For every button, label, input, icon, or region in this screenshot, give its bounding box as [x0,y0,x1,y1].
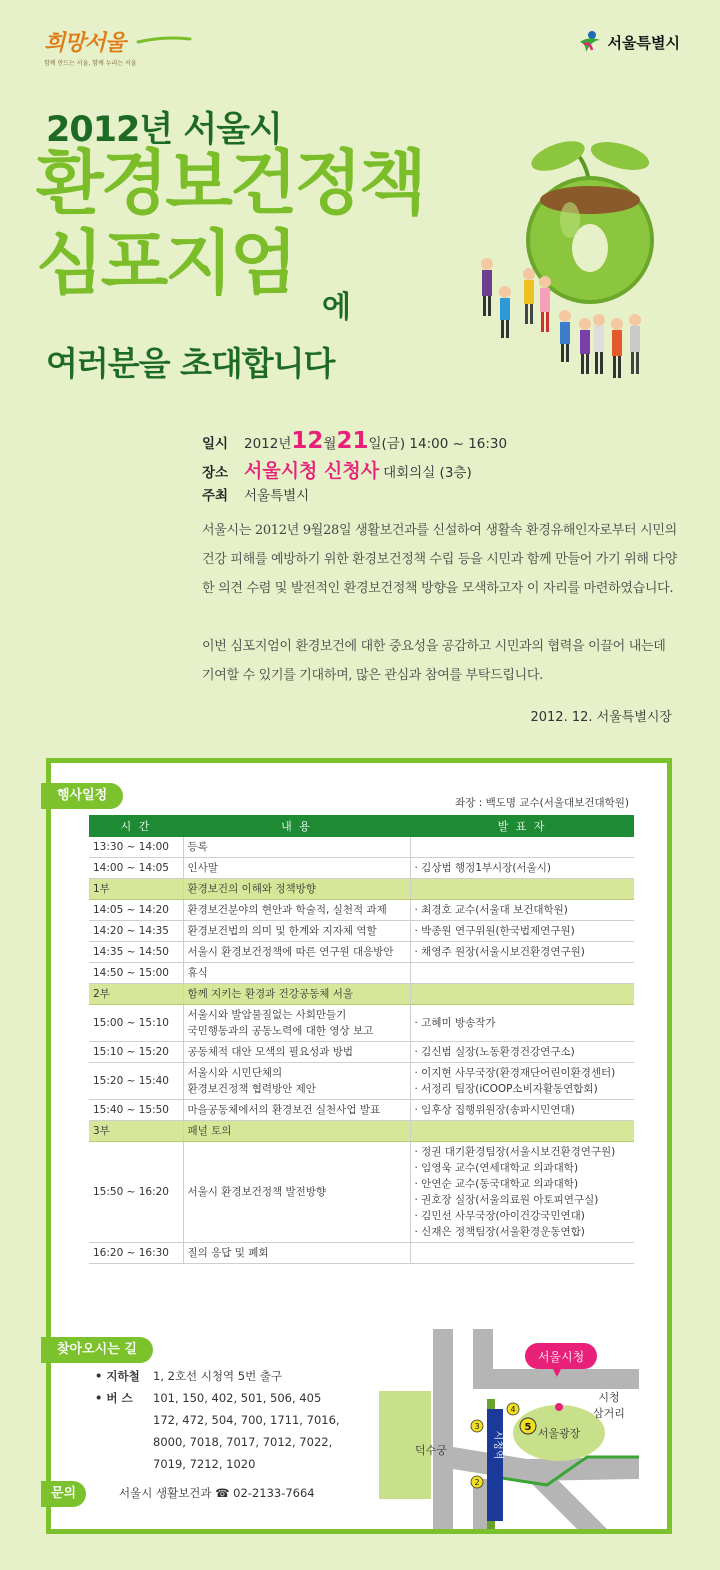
schedule-part-row [89,879,634,900]
schedule-row [89,858,634,879]
schedule-speaker-line: · 김신범 실장(노동환경건강연구소) [414,1046,575,1058]
schedule-content-cell [183,837,410,858]
schedule-content-cell [183,900,410,921]
schedule-time-cell: 2부 [89,984,183,1005]
seoul-city-emblem-icon [576,30,604,54]
schedule-content-cell [183,1042,410,1063]
bus-line: 101, 150, 402, 501, 506, 405 [153,1391,322,1405]
schedule-content-line: 환경보건정책 협력방안 제안 [187,1083,316,1095]
schedule-speaker-line: · 신재은 정책팀장(서울환경운동연합) [414,1226,585,1238]
schedule-speaker-line: · 서정리 팀장(iCOOP소비자활동연합회) [414,1083,598,1095]
schedule-speaker-line: · 박종원 연구위원(한국법제연구원) [414,925,575,937]
map-exit-3: 3 [474,1422,480,1431]
schedule-chair: 좌장 : 백도명 교수(서울대보건대학원) [455,797,629,809]
location-map [377,1329,639,1529]
event-date-label: 일시 [202,436,229,452]
schedule-header-time: 시 간 [89,815,183,837]
schedule-row [89,942,634,963]
schedule-time-cell: 15:10 ~ 15:20 [89,1042,183,1063]
schedule-speaker-line: · 임후상 집행위원장(송파시민연대) [414,1104,575,1116]
directions-section-tag: 찾아오시는 길 [41,1337,153,1363]
schedule-content-cell [183,879,410,900]
schedule-content-cell [183,963,410,984]
map-palace-label: 덕수궁 [415,1444,447,1457]
schedule-content-line: 환경보건법의 의미 및 한계와 지자체 역할 [187,925,377,937]
schedule-row [89,963,634,984]
schedule-speaker-line: · 김상범 행정1부시장(서울시) [414,862,551,874]
schedule-speaker-cell [410,858,634,879]
schedule-time-cell: 14:00 ~ 14:05 [89,858,183,879]
map-exit-4: 4 [510,1405,516,1414]
map-exit-2: 2 [474,1478,480,1487]
schedule-content-line: 서울시와 발암물질없는 사회만들기 [187,1009,347,1021]
bus-row [95,1387,340,1475]
schedule-content-line: 등록 [187,841,208,853]
schedule-speaker-cell [410,963,634,984]
schedule-time-cell: 15:40 ~ 15:50 [89,1100,183,1121]
schedule-speaker-line: · 김민선 사무국장(아이건강국민연대) [414,1210,585,1222]
subway-value: 1, 2호선 시청역 5번 출구 [153,1369,283,1383]
schedule-row [89,1063,634,1100]
contact-value: 서울시 생활보건과 ☎ 02-2133-7664 [119,1486,315,1500]
schedule-content-line: 국민행동과의 공동노력에 대한 영상 보고 [187,1025,374,1037]
schedule-body [89,837,634,1264]
schedule-content-line: 서울시와 시민단체의 [187,1067,283,1079]
schedule-row [89,1142,634,1243]
schedule-speaker-cell [410,1142,634,1243]
schedule-content-cell [183,858,410,879]
schedule-part-row [89,1121,634,1142]
schedule-speaker-line: · 채영주 원장(서울시보건환경연구원) [414,946,585,958]
map-intersection-line2: 삼거리 [593,1407,625,1420]
schedule-speaker-cell [410,942,634,963]
schedule-time-cell: 14:05 ~ 14:20 [89,900,183,921]
schedule-content-cell [183,1063,410,1100]
bus-label: • 버 스 [95,1391,133,1405]
schedule-time-cell: 15:20 ~ 15:40 [89,1063,183,1100]
map-city-hall-label: 서울시청 [537,1350,585,1364]
schedule-time-cell: 13:30 ~ 14:00 [89,837,183,858]
map-exit-5: 5 [524,1422,532,1433]
schedule-content-cell [183,984,410,1005]
schedule-header-content: 내 용 [183,815,410,837]
schedule-content-cell [183,1121,410,1142]
schedule-content-cell [183,1142,410,1243]
schedule-content-cell [183,942,410,963]
schedule-time-cell: 14:35 ~ 14:50 [89,942,183,963]
schedule-time-cell: 14:20 ~ 14:35 [89,921,183,942]
title-main-line1: 환경보건정책 [36,142,424,224]
event-place-rest: 대회의실 (3층) [383,465,472,481]
schedule-speaker-cell [410,879,634,900]
hope-seoul-logo [44,26,174,66]
schedule-content-line: 패널 토의 [187,1125,232,1137]
bus-line: 7019, 7212, 1020 [153,1457,256,1471]
schedule-speaker-line: · 임영욱 교수(연세대학교 의과대학) [414,1162,579,1174]
map-intersection-line1: 시청 [598,1391,620,1404]
schedule-time-cell: 16:20 ~ 16:30 [89,1243,183,1264]
schedule-time-cell: 15:00 ~ 15:10 [89,1005,183,1042]
schedule-speaker-cell [410,1243,634,1264]
schedule-speaker-line: · 최경호 교수(서울대 보건대학원) [414,904,568,916]
event-info [202,428,507,512]
schedule-section-tag: 행사일정 [41,783,123,809]
schedule-content-cell [183,1243,410,1264]
event-place-row [202,456,507,484]
intro-paragraph-2: 이번 심포지엄이 환경보건에 대한 중요성을 공감하고 시민과의 협력을 이끌어 내는데 기여할 수 있기를 기대하며, 많은 관심과 참여를 부탁드립니다. [202,639,666,683]
schedule-speaker-line: · 정권 대기환경팀장(서울시보건환경연구원) [414,1146,616,1158]
schedule-speaker-cell [410,984,634,1005]
schedule-content-line: 인사말 [187,862,218,874]
schedule-row [89,900,634,921]
bus-line: 172, 472, 504, 700, 1711, 7016, [153,1413,340,1427]
schedule-speaker-cell [410,1042,634,1063]
contact-section-tag: 문의 [41,1481,86,1507]
event-date-year: 2012년 [244,436,292,452]
schedule-part-row [89,984,634,1005]
schedule-content-line: 마을공동체에서의 환경보건 실천사업 발표 [187,1104,381,1116]
schedule-content-cell [183,1100,410,1121]
schedule-row [89,1042,634,1063]
schedule-speaker-cell [410,837,634,858]
schedule-speaker-cell [410,1121,634,1142]
signature: 2012. 12. 서울특별시장 [530,710,672,725]
map-plaza-label: 서울광장 [537,1427,581,1440]
event-date-month: 12 [291,428,324,454]
schedule-time-cell: 14:50 ~ 15:00 [89,963,183,984]
event-date-row [202,428,507,456]
event-date-rest: 일(금) 14:00 ~ 16:30 [368,436,508,452]
apple-sprout-people-illustration [470,130,710,400]
schedule-content-line: 서울시 환경보건정책에 따른 연구원 대응방안 [187,946,394,958]
bus-lines [153,1387,340,1475]
schedule-row [89,1243,634,1264]
event-host-label: 주최 [202,488,229,504]
intro-paragraph-1: 서울시는 2012년 9월28일 생활보건과를 신설하여 생활속 환경유해인자로부터 시민의 건강 피해를 예방하기 위한 환경보건정책 수립 등을 시민과 함께 만들어 가기 위해 다양한 의견 수렴 및 발전적인 환경보건정책 방향을 모색하고자 이 자리를 마련하였습니다. [202,523,678,596]
schedule-speaker-cell [410,1100,634,1121]
schedule-time-cell: 1부 [89,879,183,900]
schedule-content-cell [183,921,410,942]
schedule-content-line: 서울시 환경보건정책 발전방향 [187,1186,327,1198]
schedule-table [89,815,634,1264]
title-main-line2: 심포지엄 [36,222,295,304]
schedule-speaker-cell [410,1005,634,1042]
schedule-row [89,921,634,942]
map-station-label: 시청역 [492,1430,503,1460]
event-host-value: 서울특별시 [244,488,310,504]
bus-line: 8000, 7018, 7017, 7012, 7022, [153,1435,333,1449]
title-suffix: 에 [322,290,351,325]
event-place-main: 서울시청 신청사 [244,460,380,482]
directions-info [95,1365,340,1475]
schedule-speaker-line: · 이지현 사무국장(환경재단어린이환경센터) [414,1067,616,1079]
schedule-content-line: 휴식 [187,967,208,979]
schedule-time-cell: 15:50 ~ 16:20 [89,1142,183,1243]
schedule-header-row [89,815,634,837]
schedule-content-cell [183,1005,410,1042]
seoul-city-logo-text: 서울특별시 [607,33,680,52]
schedule-row [89,837,634,858]
seoul-city-logo [576,30,680,54]
schedule-time-cell: 3부 [89,1121,183,1142]
title-invite-line: 여러분을 초대합니다 [46,344,335,383]
program-box [46,758,672,1534]
schedule-content-line: 함께 지키는 환경과 건강공동체 서울 [187,988,353,1000]
schedule-speaker-line: · 권호장 실장(서울의료원 아토피연구실) [414,1194,599,1206]
event-place-label: 장소 [202,465,229,481]
schedule-content-line: 환경보건분야의 현안과 학술적, 실천적 과제 [187,904,387,916]
schedule-speaker-cell [410,1063,634,1100]
title-year-line: 2012년 서울시 [46,110,282,150]
event-host-row [202,484,507,512]
schedule-row [89,1100,634,1121]
schedule-speaker-cell [410,921,634,942]
hope-seoul-tagline: 함께 만드는 서울, 함께 누리는 서울 [44,60,137,67]
hope-seoul-logo-text: 희망서울 [44,30,126,56]
schedule-header-speaker: 발 표 자 [410,815,634,837]
schedule-speaker-line: · 고혜미 방송작가 [414,1017,496,1029]
subway-row [95,1365,340,1387]
event-date-day: 21 [336,428,369,454]
event-date-month-unit: 월 [323,436,337,452]
schedule-speaker-cell [410,900,634,921]
schedule-content-line: 환경보건의 이해와 정책방향 [187,883,316,895]
schedule-content-line: 질의 응답 및 폐회 [187,1247,269,1259]
subway-label: • 지하철 [95,1369,140,1383]
schedule-row [89,1005,634,1042]
schedule-content-line: 공동체적 대안 모색의 필요성과 방법 [187,1046,353,1058]
swoosh-icon [136,34,192,46]
schedule-speaker-line: · 안연순 교수(동국대학교 의과대학) [414,1178,579,1190]
